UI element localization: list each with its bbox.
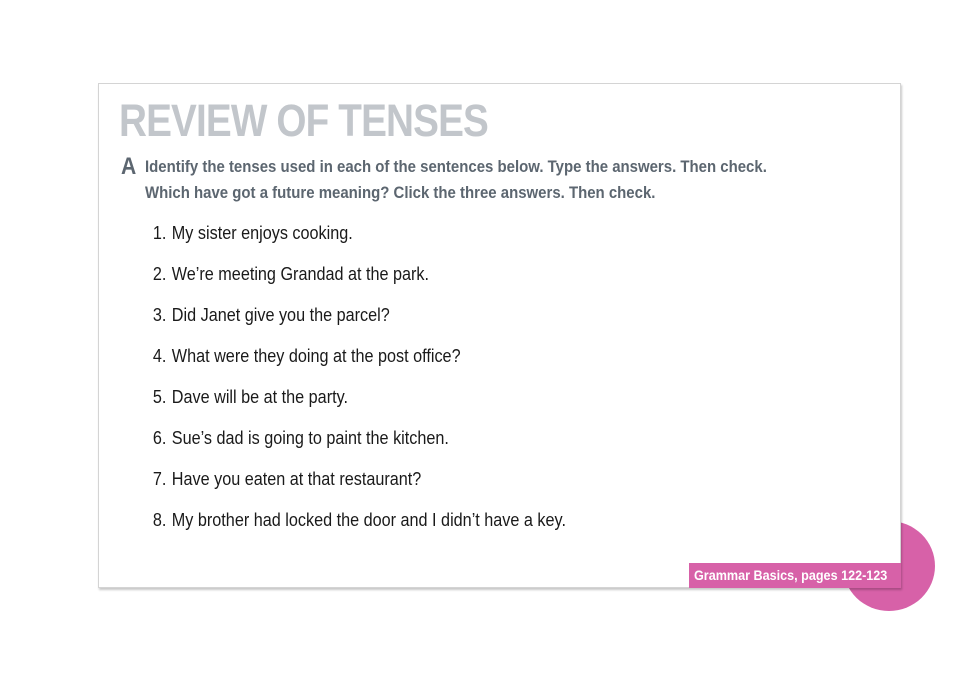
question-number: 4.	[152, 346, 167, 366]
instructions	[145, 154, 814, 206]
question-number: 8.	[152, 510, 167, 530]
question-item-6[interactable]	[143, 428, 566, 469]
question-list	[143, 223, 613, 551]
question-item-8[interactable]	[143, 510, 566, 551]
question-text[interactable]: What were they doing at the post office?	[171, 346, 461, 366]
question-text[interactable]: My sister enjoys cooking.	[171, 223, 353, 243]
question-item-3[interactable]	[143, 305, 566, 346]
question-text[interactable]: My brother had locked the door and I didn’t have a key.	[171, 510, 566, 530]
grammar-reference-link[interactable]	[689, 563, 901, 588]
question-item-4[interactable]	[143, 346, 566, 387]
question-number: 7.	[152, 469, 167, 489]
page-title: REVIEW OF TENSES	[119, 95, 488, 146]
instruction-line-2: Which have got a future meaning? Click the three answers. Then check.	[145, 183, 656, 202]
instruction-line-1: Identify the tenses used in each of the sentences below. Type the answers. Then check.	[145, 157, 767, 176]
exercise-card	[98, 83, 901, 588]
section-letter: A	[121, 153, 137, 180]
question-item-1[interactable]	[143, 223, 566, 264]
question-item-7[interactable]	[143, 469, 566, 510]
question-text[interactable]: Sue’s dad is going to paint the kitchen.	[171, 428, 449, 448]
question-item-5[interactable]	[143, 387, 566, 428]
question-text[interactable]: Did Janet give you the parcel?	[171, 305, 390, 325]
question-number: 1.	[152, 223, 167, 243]
question-item-2[interactable]	[143, 264, 566, 305]
question-text[interactable]: Dave will be at the party.	[171, 387, 348, 407]
grammar-reference-label: Grammar Basics, pages 122-123	[694, 567, 888, 583]
question-number: 5.	[152, 387, 167, 407]
question-number: 3.	[152, 305, 167, 325]
question-text[interactable]: We’re meeting Grandad at the park.	[171, 264, 430, 284]
question-number: 2.	[152, 264, 167, 284]
question-number: 6.	[152, 428, 167, 448]
question-text[interactable]: Have you eaten at that restaurant?	[171, 469, 422, 489]
